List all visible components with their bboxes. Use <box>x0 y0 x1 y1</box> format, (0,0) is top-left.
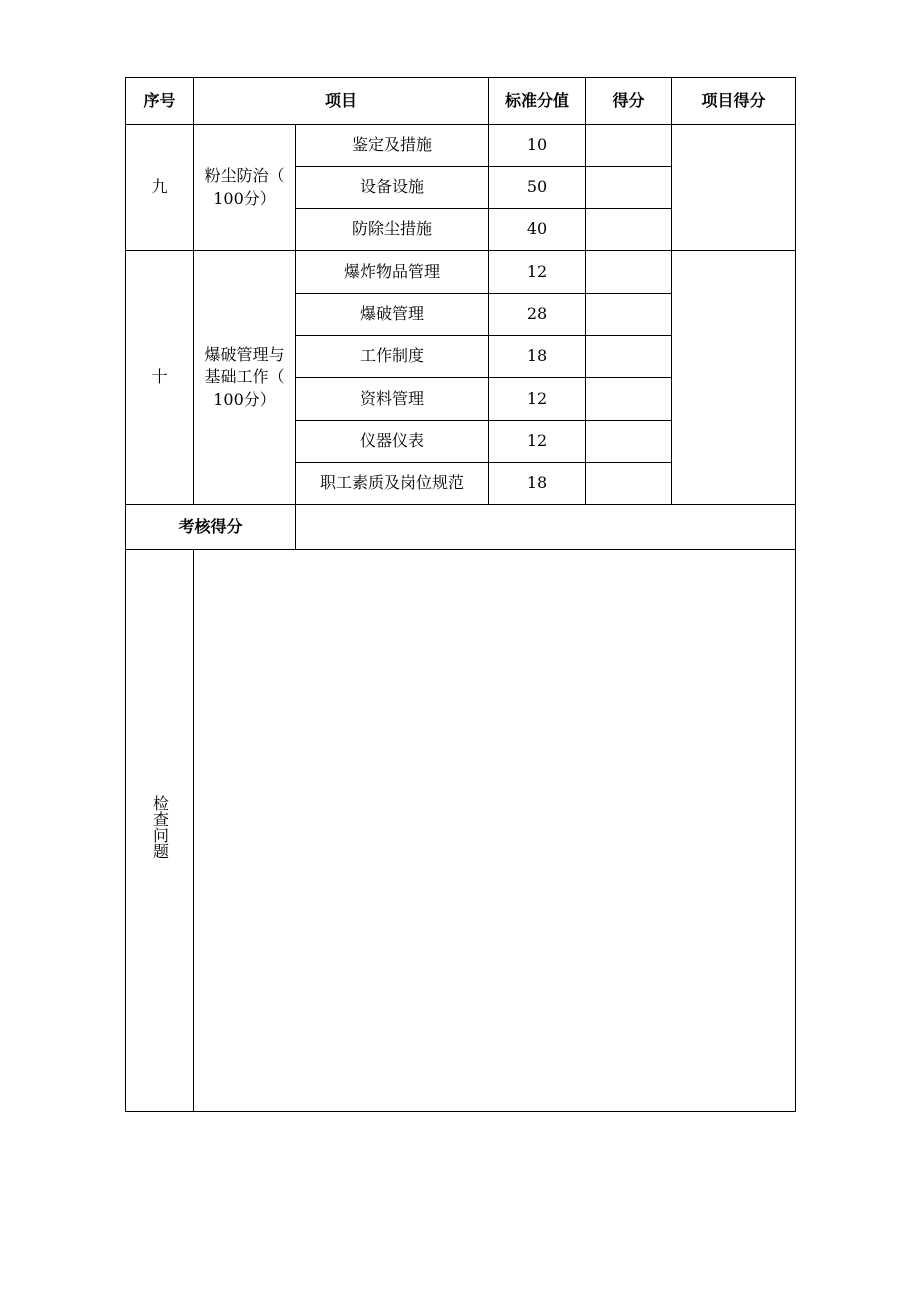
row-standard: 50 <box>489 167 586 209</box>
section-seq: 十 <box>126 251 194 505</box>
issues-label: 检查问题 <box>150 795 170 860</box>
section-category <box>194 251 296 505</box>
row-name: 爆破管理 <box>296 294 489 336</box>
header-row <box>126 78 796 125</box>
header-standard: 标准分值 <box>489 78 586 125</box>
row-name: 设备设施 <box>296 167 489 209</box>
assessment-label: 考核得分 <box>126 505 296 550</box>
header-score: 得分 <box>586 78 672 125</box>
row-standard: 28 <box>489 294 586 336</box>
section-category-line: 基础工作（ <box>204 367 285 387</box>
section-category-line: 爆破管理与 <box>204 344 285 364</box>
header-item-score: 项目得分 <box>672 78 796 125</box>
row-name: 仪器仪表 <box>296 421 489 463</box>
row-score-cell[interactable] <box>586 421 672 463</box>
row-name: 资料管理 <box>296 378 489 421</box>
row-standard: 10 <box>489 125 586 167</box>
section-seq: 九 <box>126 125 194 251</box>
section-category-line: 100分） <box>213 188 276 208</box>
header-seq: 序号 <box>126 78 194 125</box>
row-standard: 12 <box>489 378 586 421</box>
row-score-cell[interactable] <box>586 378 672 421</box>
row-score-cell[interactable] <box>586 463 672 505</box>
section-category-line: 粉尘防治（ <box>204 166 285 186</box>
row-name: 防除尘措施 <box>296 209 489 251</box>
row-standard: 12 <box>489 251 586 294</box>
issues-row <box>126 550 796 1112</box>
section-item-score-cell[interactable] <box>672 125 796 251</box>
section-item-score-cell[interactable] <box>672 251 796 505</box>
header-item: 项目 <box>194 78 489 125</box>
table-row <box>126 251 796 294</box>
row-score-cell[interactable] <box>586 209 672 251</box>
issues-content-cell[interactable] <box>194 550 796 1112</box>
row-name: 鉴定及措施 <box>296 125 489 167</box>
issues-label-cell <box>126 550 194 1112</box>
row-score-cell[interactable] <box>586 251 672 294</box>
section-category <box>194 125 296 251</box>
row-standard: 40 <box>489 209 586 251</box>
row-score-cell[interactable] <box>586 336 672 378</box>
table-row <box>126 125 796 167</box>
row-standard: 12 <box>489 421 586 463</box>
row-score-cell[interactable] <box>586 294 672 336</box>
row-name: 职工素质及岗位规范 <box>296 463 489 505</box>
row-score-cell[interactable] <box>586 125 672 167</box>
row-name: 工作制度 <box>296 336 489 378</box>
row-score-cell[interactable] <box>586 167 672 209</box>
row-standard: 18 <box>489 336 586 378</box>
assessment-row <box>126 505 796 550</box>
score-table <box>125 77 796 1112</box>
assessment-value-cell[interactable] <box>296 505 796 550</box>
section-category-line: 100分） <box>213 389 276 409</box>
row-name: 爆炸物品管理 <box>296 251 489 294</box>
row-standard: 18 <box>489 463 586 505</box>
